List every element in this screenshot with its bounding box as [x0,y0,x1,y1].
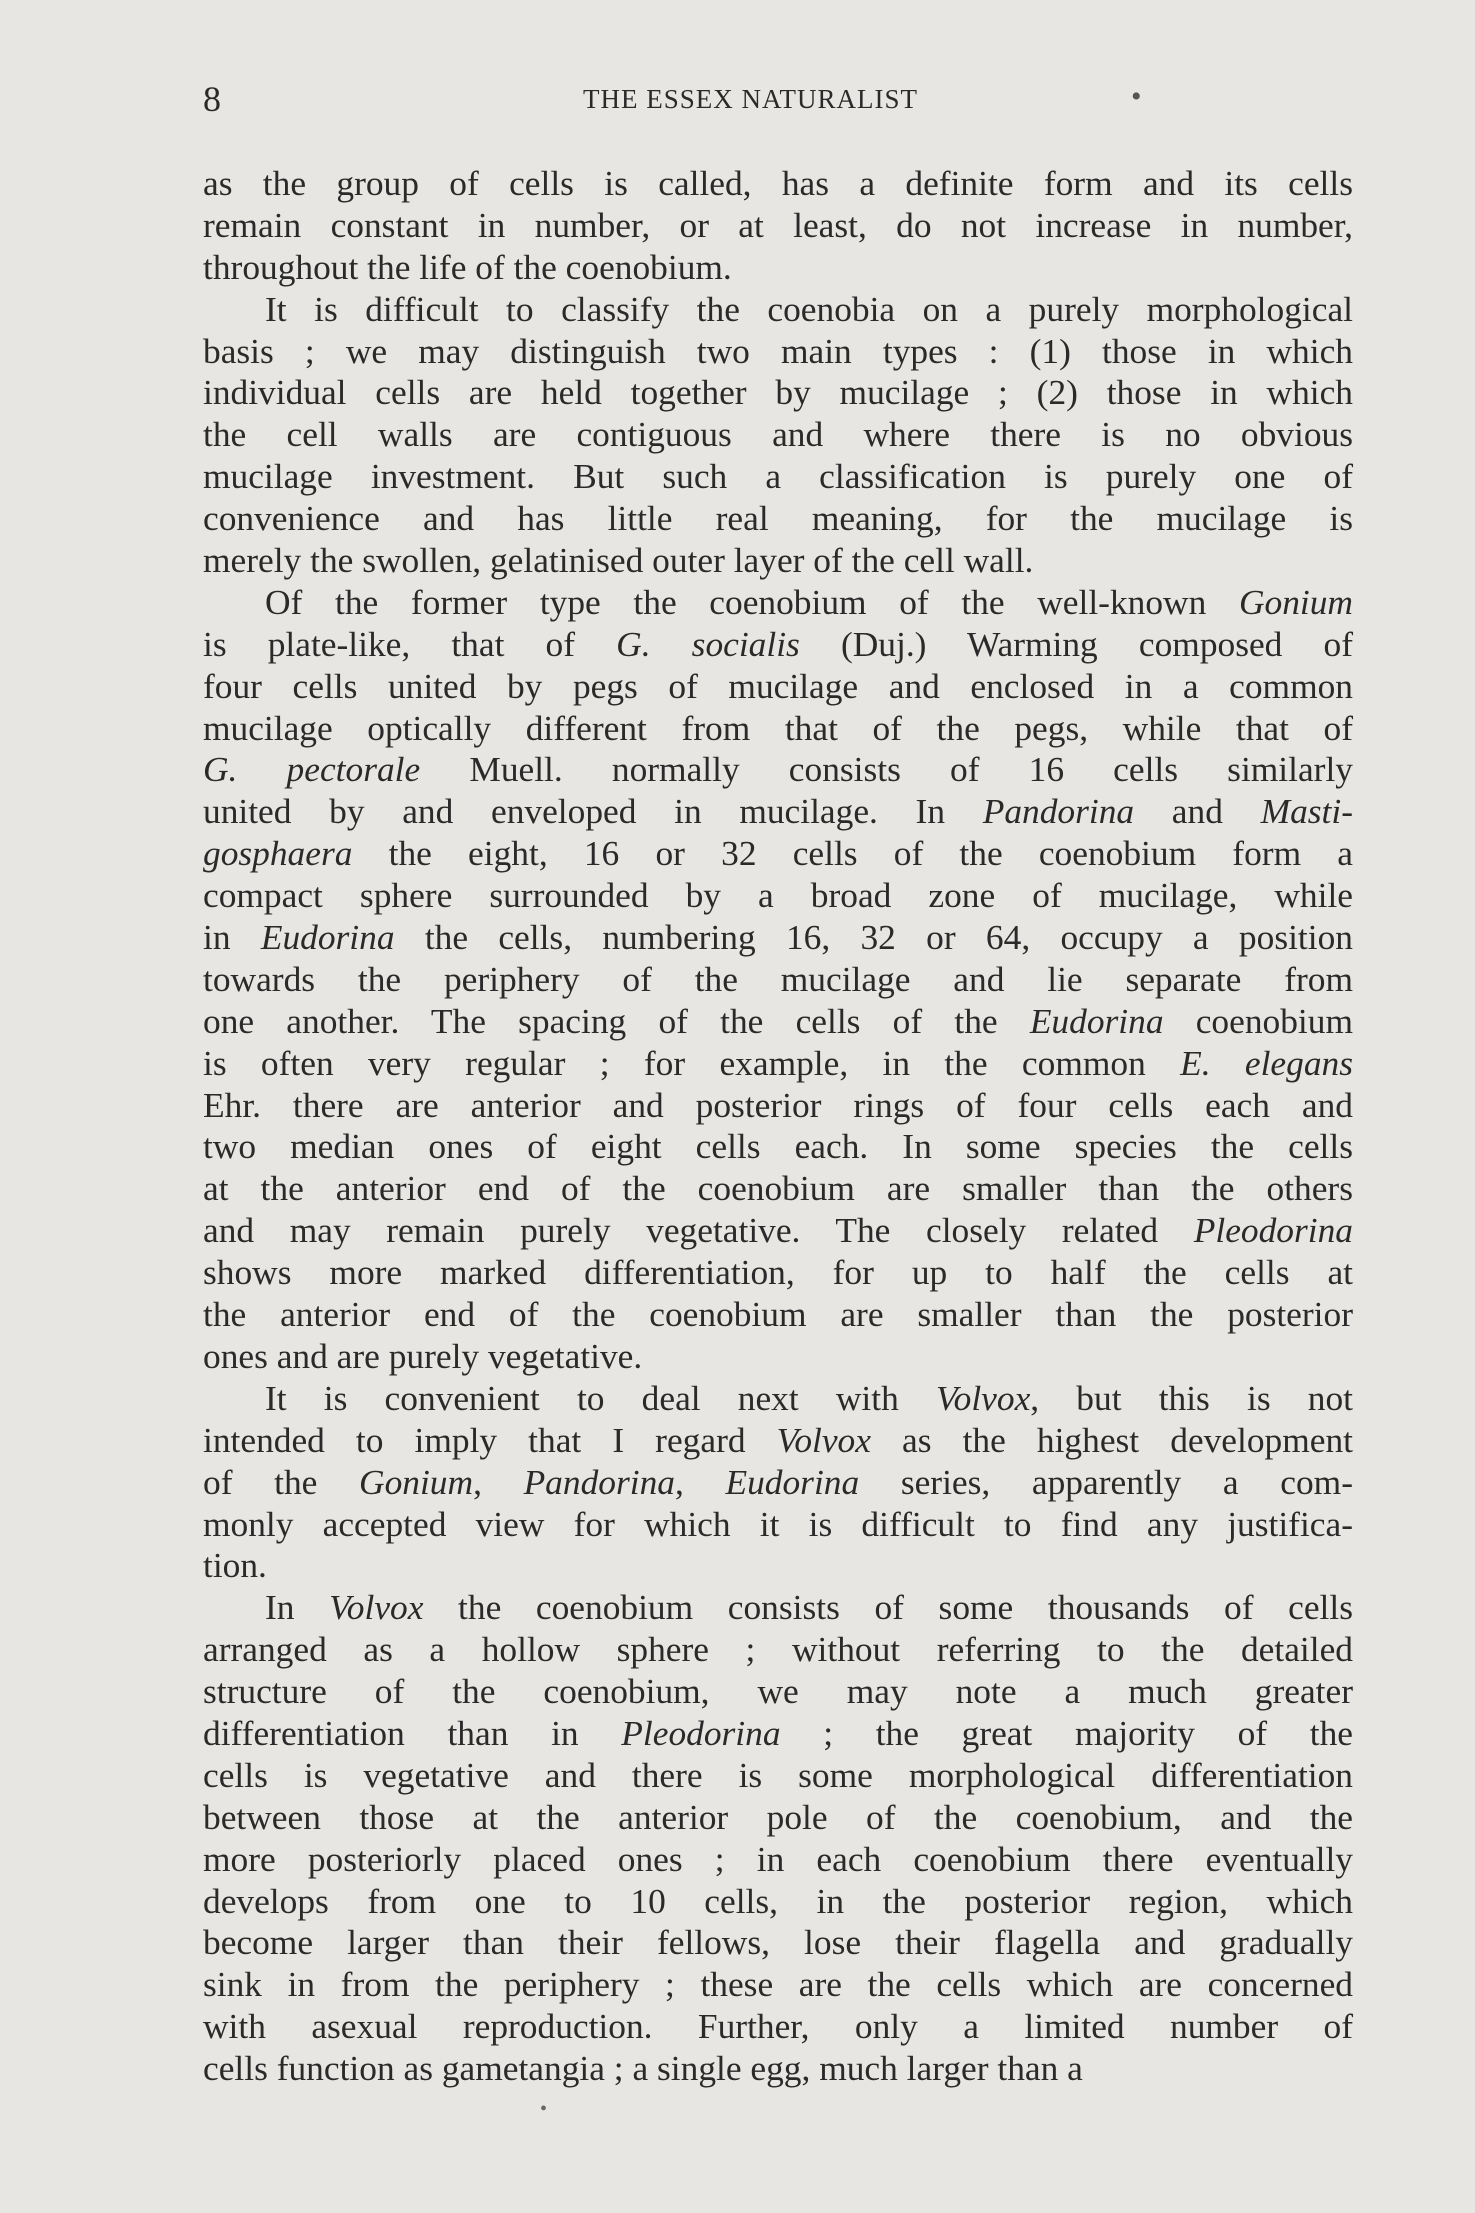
text-line: intended to imply that I regard Volvox as the highest development [203,1419,1353,1460]
page-number: 8 [203,79,221,119]
text-line: It is convenient to deal next with Volvox, but this is not [265,1377,1353,1418]
text-line: between those at the anterior pole of the coenobium, and the [203,1796,1353,1837]
text-line: compact sphere surrounded by a broad zone of mucilage, while [203,875,1353,916]
text-line: Of the former type the coenobium of the well-known Gonium [265,581,1353,622]
text-line: as the group of cells is called, has a definite form and its cells [203,163,1353,203]
text-line: the anterior end of the coenobium are smaller than the posterior [203,1294,1353,1335]
text-line: the cell walls are contiguous and where there is no obvious [203,414,1353,455]
text-line: is plate-like, that of G. socialis (Duj.) Warming composed of [203,623,1353,664]
text-line: ones and are purely vegetative. [203,1335,643,1376]
text-line: convenience and has little real meaning, for the mucilage is [203,498,1353,539]
text-line: united by and enveloped in mucilage. In Pandorina and Masti- [203,791,1353,832]
text-line: four cells united by pegs of mucilage and enclosed in a common [203,665,1353,706]
text-line: structure of the coenobium, we may note a much greater [203,1671,1353,1712]
text-line: is often very regular ; for example, in the common E. elegans [203,1042,1353,1083]
body-text [203,163,1353,2090]
text-line: two median ones of eight cells each. In some species the cells [203,1126,1353,1167]
text-line: cells is vegetative and there is some morphological differentiation [203,1754,1353,1795]
text-line: shows more marked differentiation, for up to half the cells at [203,1252,1353,1293]
text-line: arranged as a hollow sphere ; without referring to the detailed [203,1629,1353,1670]
text-line: individual cells are held together by mucilage ; (2) those in which [203,372,1353,413]
text-line: Ehr. there are anterior and posterior rings of four cells each and [203,1084,1353,1125]
text-line: monly accepted view for which it is difficult to find any justifica- [203,1503,1353,1544]
text-line: and may remain purely vegetative. The closely related Pleodorina [203,1210,1353,1251]
text-line: in Eudorina the cells, numbering 16, 32 or 64, occupy a position [203,917,1353,958]
text-line: It is difficult to classify the coenobia on a purely morphological [265,288,1353,329]
running-head [203,78,1353,118]
text-line: mucilage investment. But such a classification is purely one of [203,456,1353,497]
text-line: more posteriorly placed ones ; in each coenobium there eventually [203,1838,1353,1879]
text-line: develops from one to 10 cells, in the posterior region, which [203,1880,1353,1921]
text-line: mucilage optically different from that of the pegs, while that of [203,707,1353,748]
text-line: G. pectorale Muell. normally consists of 16 cells similarly [203,749,1353,790]
text-line: sink in from the periphery ; these are the cells which are concerned [203,1964,1353,2005]
ink-speck: • [1131,80,1142,113]
text-line: gosphaera the eight, 16 or 32 cells of the coenobium form a [203,833,1353,874]
text-line: at the anterior end of the coenobium are smaller than the others [203,1168,1353,1209]
ink-speck: • [540,2098,548,2120]
text-line: tion. [203,1545,267,1586]
text-line: differentiation than in Pleodorina ; the great majority of the [203,1712,1354,1753]
journal-title: THE ESSEX NATURALIST [583,84,918,114]
text-line: of the Gonium, Pandorina, Eudorina series, apparently a com- [203,1461,1353,1502]
text-line: cells function as gametangia ; a single egg, much larger than a [203,2048,1083,2089]
text-line: one another. The spacing of the cells of the Eudorina coenobium [203,1000,1353,1041]
text-line: In Volvox the coenobium consists of some thousands of cells [265,1587,1353,1628]
text-line: merely the swollen, gelatinised outer layer of the cell wall. [203,540,1034,581]
text-line: throughout the life of the coenobium. [203,246,732,287]
text-line: remain constant in number, or at least, do not increase in number, [203,204,1353,245]
text-line: towards the periphery of the mucilage and lie separate from [203,958,1353,999]
text-line: become larger than their fellows, lose their flagella and gradually [203,1922,1353,1963]
text-line: basis ; we may distinguish two main types : (1) those in which [203,330,1353,371]
text-line: with asexual reproduction. Further, only a limited number of [203,2006,1353,2047]
